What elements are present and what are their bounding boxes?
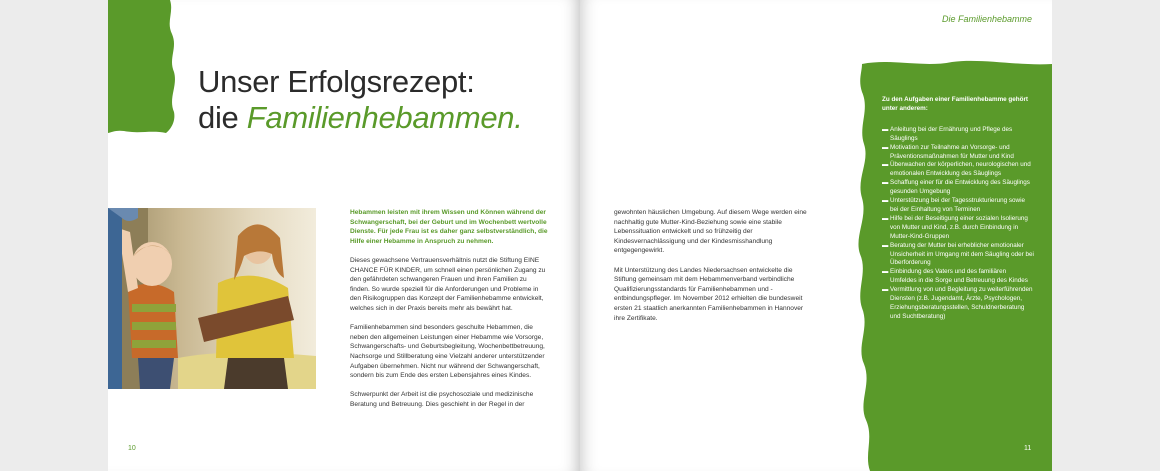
list-item: ▬ Überwachen der körperlichen, neurologischen und emotionalen Entwicklung des Säuglings	[882, 161, 1031, 178]
mother-child-photo	[108, 208, 316, 389]
running-head: Die Familienhebamme	[941, 14, 1032, 24]
tasks-list	[882, 126, 1034, 322]
bullet-icon: ▬	[882, 179, 889, 187]
body-paragraph-2: Familienhebammen sind besonders geschulte Hebammen, die neben den allgemeinen Leistungen einer Hebamme wie Vorsorge, Schwangerschafts- und Geburtsbegleitung, Wochenbettbetreuung, Nachsorge und Stillberatung eine Vielzahl anderer unterstützender Aufgaben übernehmen. Nicht nur während der Schwangerschaft, sondern bis zum Ende des ersten Lebensjahres eines Kindes.	[350, 324, 545, 380]
photo-illustration	[108, 208, 316, 389]
bullet-icon: ▬	[882, 214, 889, 222]
bullet-icon: ▬	[882, 143, 889, 151]
bullet-icon: ▬	[882, 161, 889, 169]
headline-line1: Unser Erfolgsrezept:	[198, 64, 475, 99]
bullet-icon: ▬	[882, 286, 889, 294]
headline-highlight: Familienhebammen.	[246, 100, 523, 135]
page-number-right: 11	[1024, 445, 1032, 452]
body-paragraph-1: Dieses gewachsene Vertrauensverhältnis nutzt die Stiftung EINE CHANCE FÜR KINDER, um schnell einen persönlichen Zugang zu den gefährdeten schwangeren Frauen und ihren Familien zu finden. So wurde speziell für die Anforderungen und Probleme in den Risikogruppen das Konzept der Familienhebamme entwickelt, welches sich in der Praxis bereits mehr als bewährt hat.	[350, 256, 546, 312]
list-item: ▬ Vermittlung von und Begleitung zu weiterführenden Diensten (z.B. Jugendamt, Ärzte, Psychologen, Erziehungsberatungsstellen, Schuldnerberatung und Suchtberatung)	[882, 286, 1033, 320]
green-tab-shape	[108, 0, 178, 136]
right-page	[580, 0, 1052, 471]
left-text-column	[350, 208, 548, 419]
bullet-icon: ▬	[882, 125, 889, 133]
tasks-box-title: Zu den Aufgaben einer Familienhebamme gehört unter anderem:	[882, 96, 1029, 112]
list-item: ▬ Motivation zur Teilnahme an Vorsorge- und Präventionsmaßnahmen für Mutter und Kind	[882, 143, 1014, 160]
list-item: ▬ Einbindung des Vaters und des familiären Umfeldes in die Sorge und Betreuung des Kindes	[882, 268, 1028, 285]
page-title	[198, 64, 523, 136]
list-item: ▬ Beratung der Mutter bei erheblicher emotionaler Unsicherheit im Umgang mit dem Säugling oder bei Überforderung	[882, 241, 1034, 267]
list-item: ▬ Unterstützung bei der Tagesstrukturierung sowie bei der Einhaltung von Terminen	[882, 197, 1025, 213]
bullet-icon: ▬	[882, 241, 889, 249]
list-item: ▬ Hilfe bei der Beseitigung einer sozialen Isolierung von Mutter und Kind, z.B. durch Einbindung in Mutter-Kind-Gruppen	[882, 214, 1028, 240]
tasks-box	[882, 96, 1034, 322]
left-page	[108, 0, 580, 471]
list-item: ▬ Anleitung bei der Ernährung und Pflege des Säuglings	[882, 125, 1013, 142]
bullet-icon: ▬	[882, 197, 889, 205]
list-item: ▬ Schaffung einer für die Entwicklung des Säuglings gesunden Umgebung	[882, 179, 1030, 196]
headline-line2-prefix: die	[198, 100, 247, 135]
intro-paragraph: Hebammen leisten mit ihrem Wissen und Können während der Schwangerschaft, bei der Geburt und im Wochenbett wertvolle Dienste. Für jede Frau ist es daher ganz selbstverständlich, die Hilfe einer Hebamme in Anspruch zu nehmen.	[350, 209, 548, 245]
body-paragraph-3: Schwerpunkt der Arbeit ist die psychosoziale und medizinische Beratung und Betreuung. Dies geschieht in der Regel in der	[350, 391, 534, 408]
body-paragraph-5: Mit Unterstützung des Landes Niedersachsen entwickelte die Stiftung gemeinsam mit dem Hebammenverband verbindliche Qualifizierungsstandards für Familienhebammen und -entbindungspfleger. Im November 2012 erhielten die bundesweit ersten 21 staatlich anerkannten Familienhebammen in Hannover ihre Zertifikate.	[614, 266, 804, 322]
body-paragraph-4: gewohnten häuslichen Umgebung. Auf diesem Wege werden eine nachhaltig gute Mutter-Kind-Beziehung sowie eine stabile Lebenssituation entwickelt und so frühzeitig der Kindesvernachlässigung und der Kindesmisshandlung entgegengewirkt.	[614, 209, 807, 255]
page-number-left: 10	[128, 445, 136, 452]
right-text-column	[614, 208, 812, 333]
bullet-icon: ▬	[882, 268, 889, 276]
